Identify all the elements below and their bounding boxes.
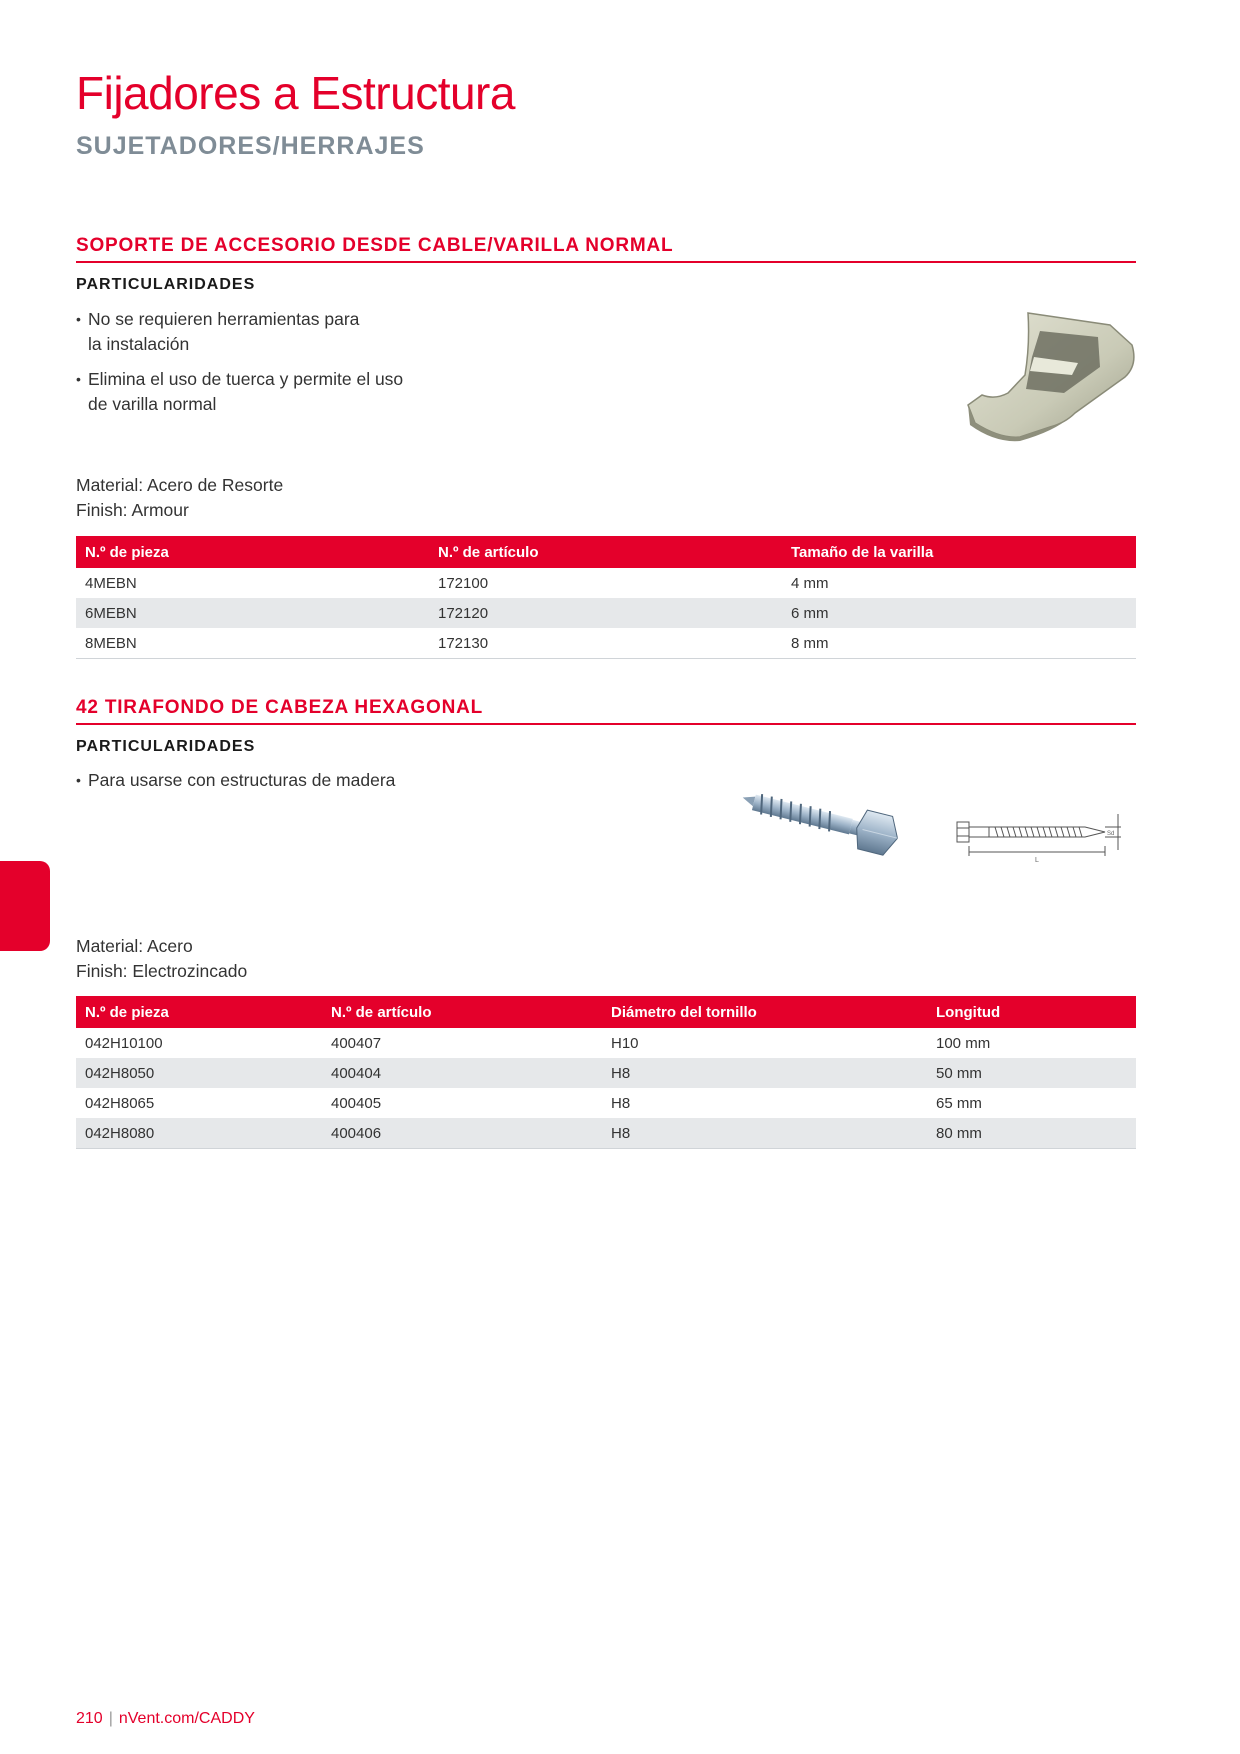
table-cell: 042H8065 <box>85 1094 155 1112</box>
table-cell: 4 mm <box>791 574 829 592</box>
features-heading-2: PARTICULARIDADES <box>76 738 256 755</box>
table-header-cell: N.º de artículo <box>429 536 782 568</box>
table-cell: 4MEBN <box>85 574 137 592</box>
table-cell: 65 mm <box>936 1094 982 1112</box>
table-cell: 172130 <box>429 628 782 659</box>
table-row <box>76 1118 1136 1149</box>
features-list-1 <box>76 307 403 427</box>
table-cell: H10 <box>611 1034 639 1052</box>
table-cell: 8MEBN <box>76 628 429 659</box>
feature-item: • Elimina el uso de tuerca y permite el uso de varilla normal <box>76 367 403 417</box>
table-row <box>76 598 1136 628</box>
table-row <box>76 568 1136 598</box>
feature-item: • Para usarse con estructuras de madera <box>76 768 395 793</box>
table-header-cell: Diámetro del tornillo <box>602 996 927 1028</box>
table-row <box>76 1028 1136 1058</box>
table-cell: H8 <box>602 1058 927 1088</box>
table-cell: 042H8080 <box>76 1118 322 1149</box>
features-list-2 <box>76 768 395 803</box>
drawing-length-label: L <box>1035 857 1039 864</box>
page-subtitle: SUJETADORES/HERRAJES <box>76 132 425 160</box>
section-title-soporte: SOPORTE DE ACCESORIO DESDE CABLE/VARILLA NORMAL <box>76 235 1136 263</box>
page-number: 210 <box>76 1710 103 1727</box>
table-cell: 100 mm <box>936 1034 991 1052</box>
page-footer <box>76 1710 255 1728</box>
chapter-tab-marker <box>0 861 50 951</box>
footer-website-link[interactable]: nVent.com/CADDY <box>118 1710 255 1727</box>
table-row <box>76 1088 1136 1118</box>
table-header-cell: N.º de pieza <box>76 536 429 568</box>
table-cell: 400406 <box>322 1118 602 1149</box>
table-row <box>76 1058 1136 1088</box>
material-1: Material: Acero de Resorte <box>76 475 284 495</box>
footer-separator: | <box>108 1710 113 1727</box>
table-cell: 8 mm <box>782 628 1136 659</box>
table-header-cell: N.º de artículo <box>322 996 602 1028</box>
table-header-cell: Tamaño de la varilla <box>782 536 1136 568</box>
finish-1: Finish: Armour <box>76 500 189 520</box>
feature-item: • No se requieren herramientas para la instalación <box>76 307 403 357</box>
table-cell: 042H10100 <box>85 1034 163 1052</box>
section-title-tirafondo: 42 TIRAFONDO DE CABEZA HEXAGONAL <box>76 697 1136 725</box>
table-cell: 6 mm <box>782 598 1136 628</box>
table-cell: 80 mm <box>927 1118 1136 1149</box>
table-cell: 400405 <box>331 1094 382 1112</box>
table-cell: 172100 <box>438 574 489 592</box>
page-title: Fijadores a Estructura <box>76 67 515 119</box>
table-header-cell: N.º de pieza <box>76 996 322 1028</box>
table-cell: 6MEBN <box>76 598 429 628</box>
table-cell: 50 mm <box>927 1058 1136 1088</box>
spec-table-2 <box>76 996 1136 1149</box>
table-cell: 400407 <box>331 1034 382 1052</box>
table-cell: 400404 <box>322 1058 602 1088</box>
lag-screw-image <box>735 790 910 875</box>
table-cell: 172120 <box>429 598 782 628</box>
spec-table-1 <box>76 536 1136 659</box>
table-row <box>76 628 1136 659</box>
material-2: Material: Acero <box>76 936 193 956</box>
drawing-diameter-label: Sd <box>1107 831 1115 837</box>
spring-clip-image <box>960 305 1140 445</box>
table-cell: H8 <box>611 1094 631 1112</box>
table-header-row <box>76 536 1136 568</box>
lag-screw-drawing <box>955 808 1125 864</box>
table-header-row <box>76 996 1136 1028</box>
table-cell: 042H8050 <box>76 1058 322 1088</box>
finish-2: Finish: Electrozincado <box>76 961 248 981</box>
features-heading-1: PARTICULARIDADES <box>76 276 256 293</box>
table-header-cell: Longitud <box>927 996 1136 1028</box>
table-cell: H8 <box>602 1118 927 1149</box>
